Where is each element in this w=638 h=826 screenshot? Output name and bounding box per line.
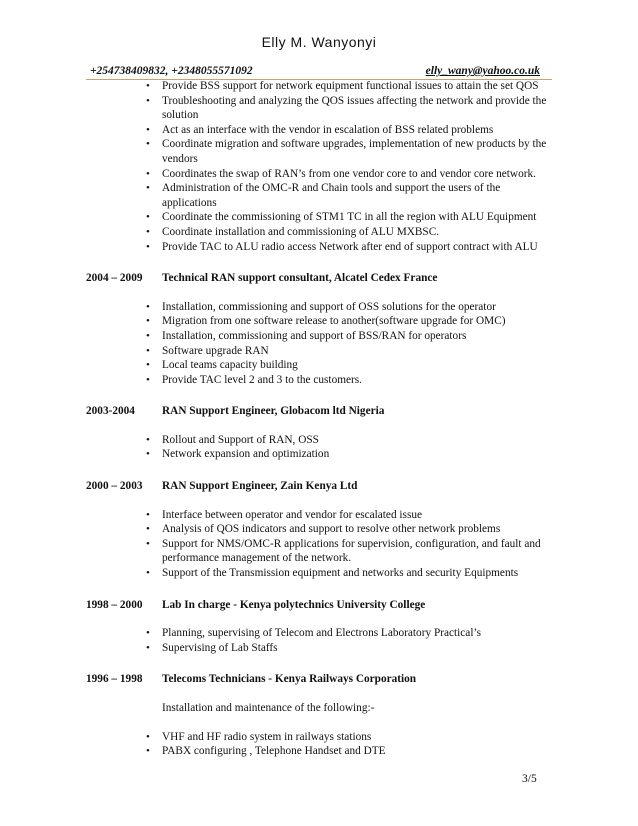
list-item: • Coordinate migration and software upgrades, implementation of new products by the vendors [162, 137, 556, 166]
list-item: • Provide TAC to ALU radio access Network after end of support contract with ALU [162, 240, 556, 255]
role-years: 2004 – 2009 [86, 272, 143, 285]
role-years: 2000 – 2003 [86, 480, 143, 493]
role-heading [86, 271, 556, 286]
role-title: RAN Support Engineer, Zain Kenya Ltd [162, 480, 358, 493]
list-item: • Provide TAC level 2 and 3 to the customers. [162, 373, 556, 388]
list-item: • Software upgrade RAN [162, 344, 556, 359]
resume-name: Elly M. Wanyonyi [261, 34, 377, 50]
page-number: 3/5 [522, 773, 537, 785]
list-item: • Support for NMS/OMC-R applications for supervision, configuration, and fault and performance management of the network. [162, 537, 556, 566]
list-item: • Provide BSS support for network equipment functional issues to attain the set QOS [162, 79, 556, 94]
top-bullet-list [86, 79, 556, 254]
list-item: • Support of the Transmission equipment and networks and security Equipments [162, 566, 556, 581]
role-title: Lab In charge - Kenya polytechnics University College [162, 598, 426, 611]
role-title: Telecoms Technicians - Kenya Railways Corporation [162, 673, 417, 686]
role-title: RAN Support Engineer, Globacom ltd Nigeria [162, 405, 385, 418]
role-heading [86, 479, 556, 494]
list-item: • Administration of the OMC-R and Chain tools and support the users of the applications [162, 181, 556, 210]
role-heading [86, 404, 556, 419]
list-item: • Rollout and Support of RAN, OSS [162, 433, 556, 448]
list-item: • Migration from one software release to another(software upgrade for OMC) [162, 314, 556, 329]
role-bullet-list [86, 433, 556, 462]
role-heading [86, 598, 556, 613]
list-item: • VHF and HF radio system in railways stations [162, 730, 556, 745]
list-item: • Coordinates the swap of RAN’s from one vendor core to and vendor core network. [162, 167, 556, 182]
role-years: 1996 – 1998 [86, 673, 143, 686]
list-item: • Analysis of QOS indicators and support to resolve other network problems [162, 522, 556, 537]
role-bullet-list [86, 300, 556, 388]
phone-numbers: +254738409832, +2348055571092 [90, 65, 253, 77]
list-item: • Act as an interface with the vendor in escalation of BSS related problems [162, 123, 556, 138]
list-item: • Interface between operator and vendor for escalated issue [162, 508, 556, 523]
role-years: 2003-2004 [86, 405, 135, 418]
contact-line [86, 62, 552, 80]
role-title: Technical RAN support consultant, Alcatel Cedex France [162, 272, 438, 285]
list-item: • Network expansion and optimization [162, 447, 556, 462]
role-heading [86, 672, 556, 687]
role-years: 1998 – 2000 [86, 598, 143, 611]
list-item: • Installation, commissioning and support of BSS/RAN for operators [162, 329, 556, 344]
list-item: • Supervising of Lab Staffs [162, 641, 556, 656]
list-item: • PABX configuring , Telephone Handset and DTE [162, 744, 556, 759]
list-item: • Coordinate installation and commissioning of ALU MXBSC. [162, 225, 556, 240]
list-item: • Installation, commissioning and support of OSS solutions for the operator [162, 300, 556, 315]
role-bullet-list [86, 626, 556, 655]
role-bullet-list [86, 508, 556, 581]
role-bullet-list [86, 730, 556, 759]
list-item: • Local teams capacity building [162, 358, 556, 373]
list-item: • Coordinate the commissioning of STM1 TC in all the region with ALU Equipment [162, 210, 556, 225]
list-item: • Troubleshooting and analyzing the QOS issues affecting the network and provide the solution [162, 94, 556, 123]
role-intro: Installation and maintenance of the following:- [162, 702, 375, 714]
resume-content [86, 79, 556, 759]
list-item: • Planning, supervising of Telecom and Electrons Laboratory Practical’s [162, 626, 556, 641]
email-link[interactable]: elly_wany@yahoo.co.uk [425, 65, 540, 77]
